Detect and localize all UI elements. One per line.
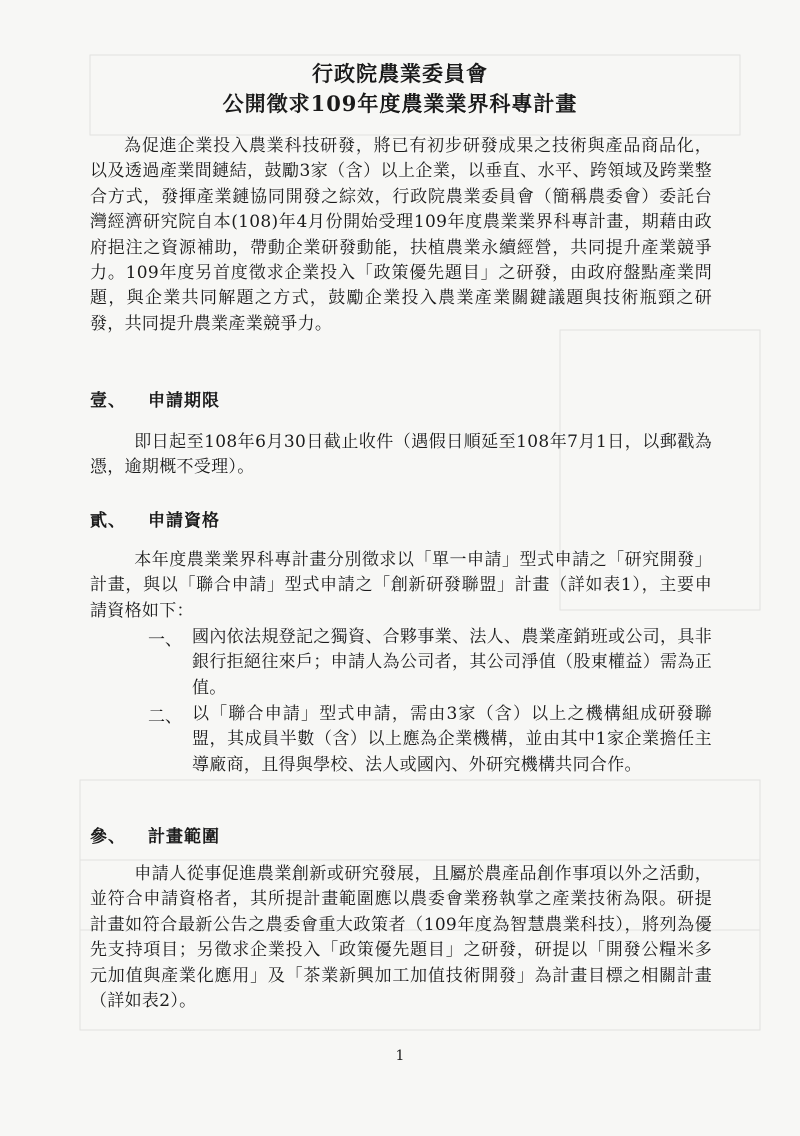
section-2-item-2-text: 以「聯合申請」型式申請，需由3家（含）以上之機構組成研發聯盟，其成員半數（含）以上應為企業機構，並由其中1家企業擔任主導廠商，且得與學校、法人或國內、外研究機構共同合作。 [192,704,712,775]
section-1-number: 壹、 [90,391,126,411]
section-2-item-1-number: 一、 [148,630,182,650]
section-2-item-1-text: 國內依法規登記之獨資、合夥事業、法人、農業產銷班或公司，具非銀行拒絕往來戶；申請人為公司者，其公司淨值（股東權益）需為正值。 [192,627,712,698]
section-1-heading [90,386,220,411]
section-2-title: 申請資格 [148,511,220,531]
document-title-line2: 公開徵求109年度農業業界科專計畫 [222,91,578,116]
section-3-body: 申請人從事促進農業創新或研究發展，且屬於農產品創作事項以外之活動，並符合申請資格者，其所提計畫範圍應以農委會業務執掌之產業技術為限。研提計畫如符合最新公告之農委會重大政策者（109年度為智慧農業科技），將列為優先支持項目；另徵求企業投入「政策優先題目」之研發，研提以「開發公糧米多元加值與產業化應用」及「茶業新興加工加值技術開發」為計畫目標之相關計畫（詳如表2）。 [90,864,712,1012]
section-1-body: 即日起至108年6月30日截止收件（遇假日順延至108年7月1日，以郵戳為憑，逾期概不受理）。 [90,432,712,478]
section-2-number: 貳、 [90,511,126,531]
section-2-body: 本年度農業業界科專計畫分別徵求以「單一申請」型式申請之「研究開發」計畫，與以「聯合申請」型式申請之「創新研發聯盟」計畫（詳如表1），主要申請資格如下： [90,550,712,621]
section-3-title: 計畫範圍 [148,827,220,847]
page-number: 1 [395,1048,405,1064]
section-2-item-2-number: 二、 [148,707,182,727]
intro-paragraph: 為促進企業投入農業科技研發，將已有初步研發成果之技術與產品商品化，以及透過產業間鏈結，鼓勵3家（含）以上企業，以垂直、水平、跨領域及跨業整合方式，發揮產業鏈協同開發之綜效，行政院農業委員會（簡稱農委會）委託台灣經濟研究院自本(108)年4月份開始受理109年度農業業界科專計畫，期藉由政府挹注之資源補助，帶動企業研發動能，扶植農業永續經營，共同提升產業競爭力。109年度另首度徵求企業投入「政策優先題目」之研發，由政府盤點產業問題，與企業共同解題之方式，鼓勵企業投入農業產業關鍵議題與技術瓶頸之研發，共同提升農業產業競爭力。 [90,136,712,334]
section-3-heading [90,822,220,847]
document-title-line1: 行政院農業委員會 [312,61,488,86]
section-3-number: 參、 [90,827,126,847]
section-2-heading [90,506,220,531]
section-1-title: 申請期限 [148,391,220,411]
